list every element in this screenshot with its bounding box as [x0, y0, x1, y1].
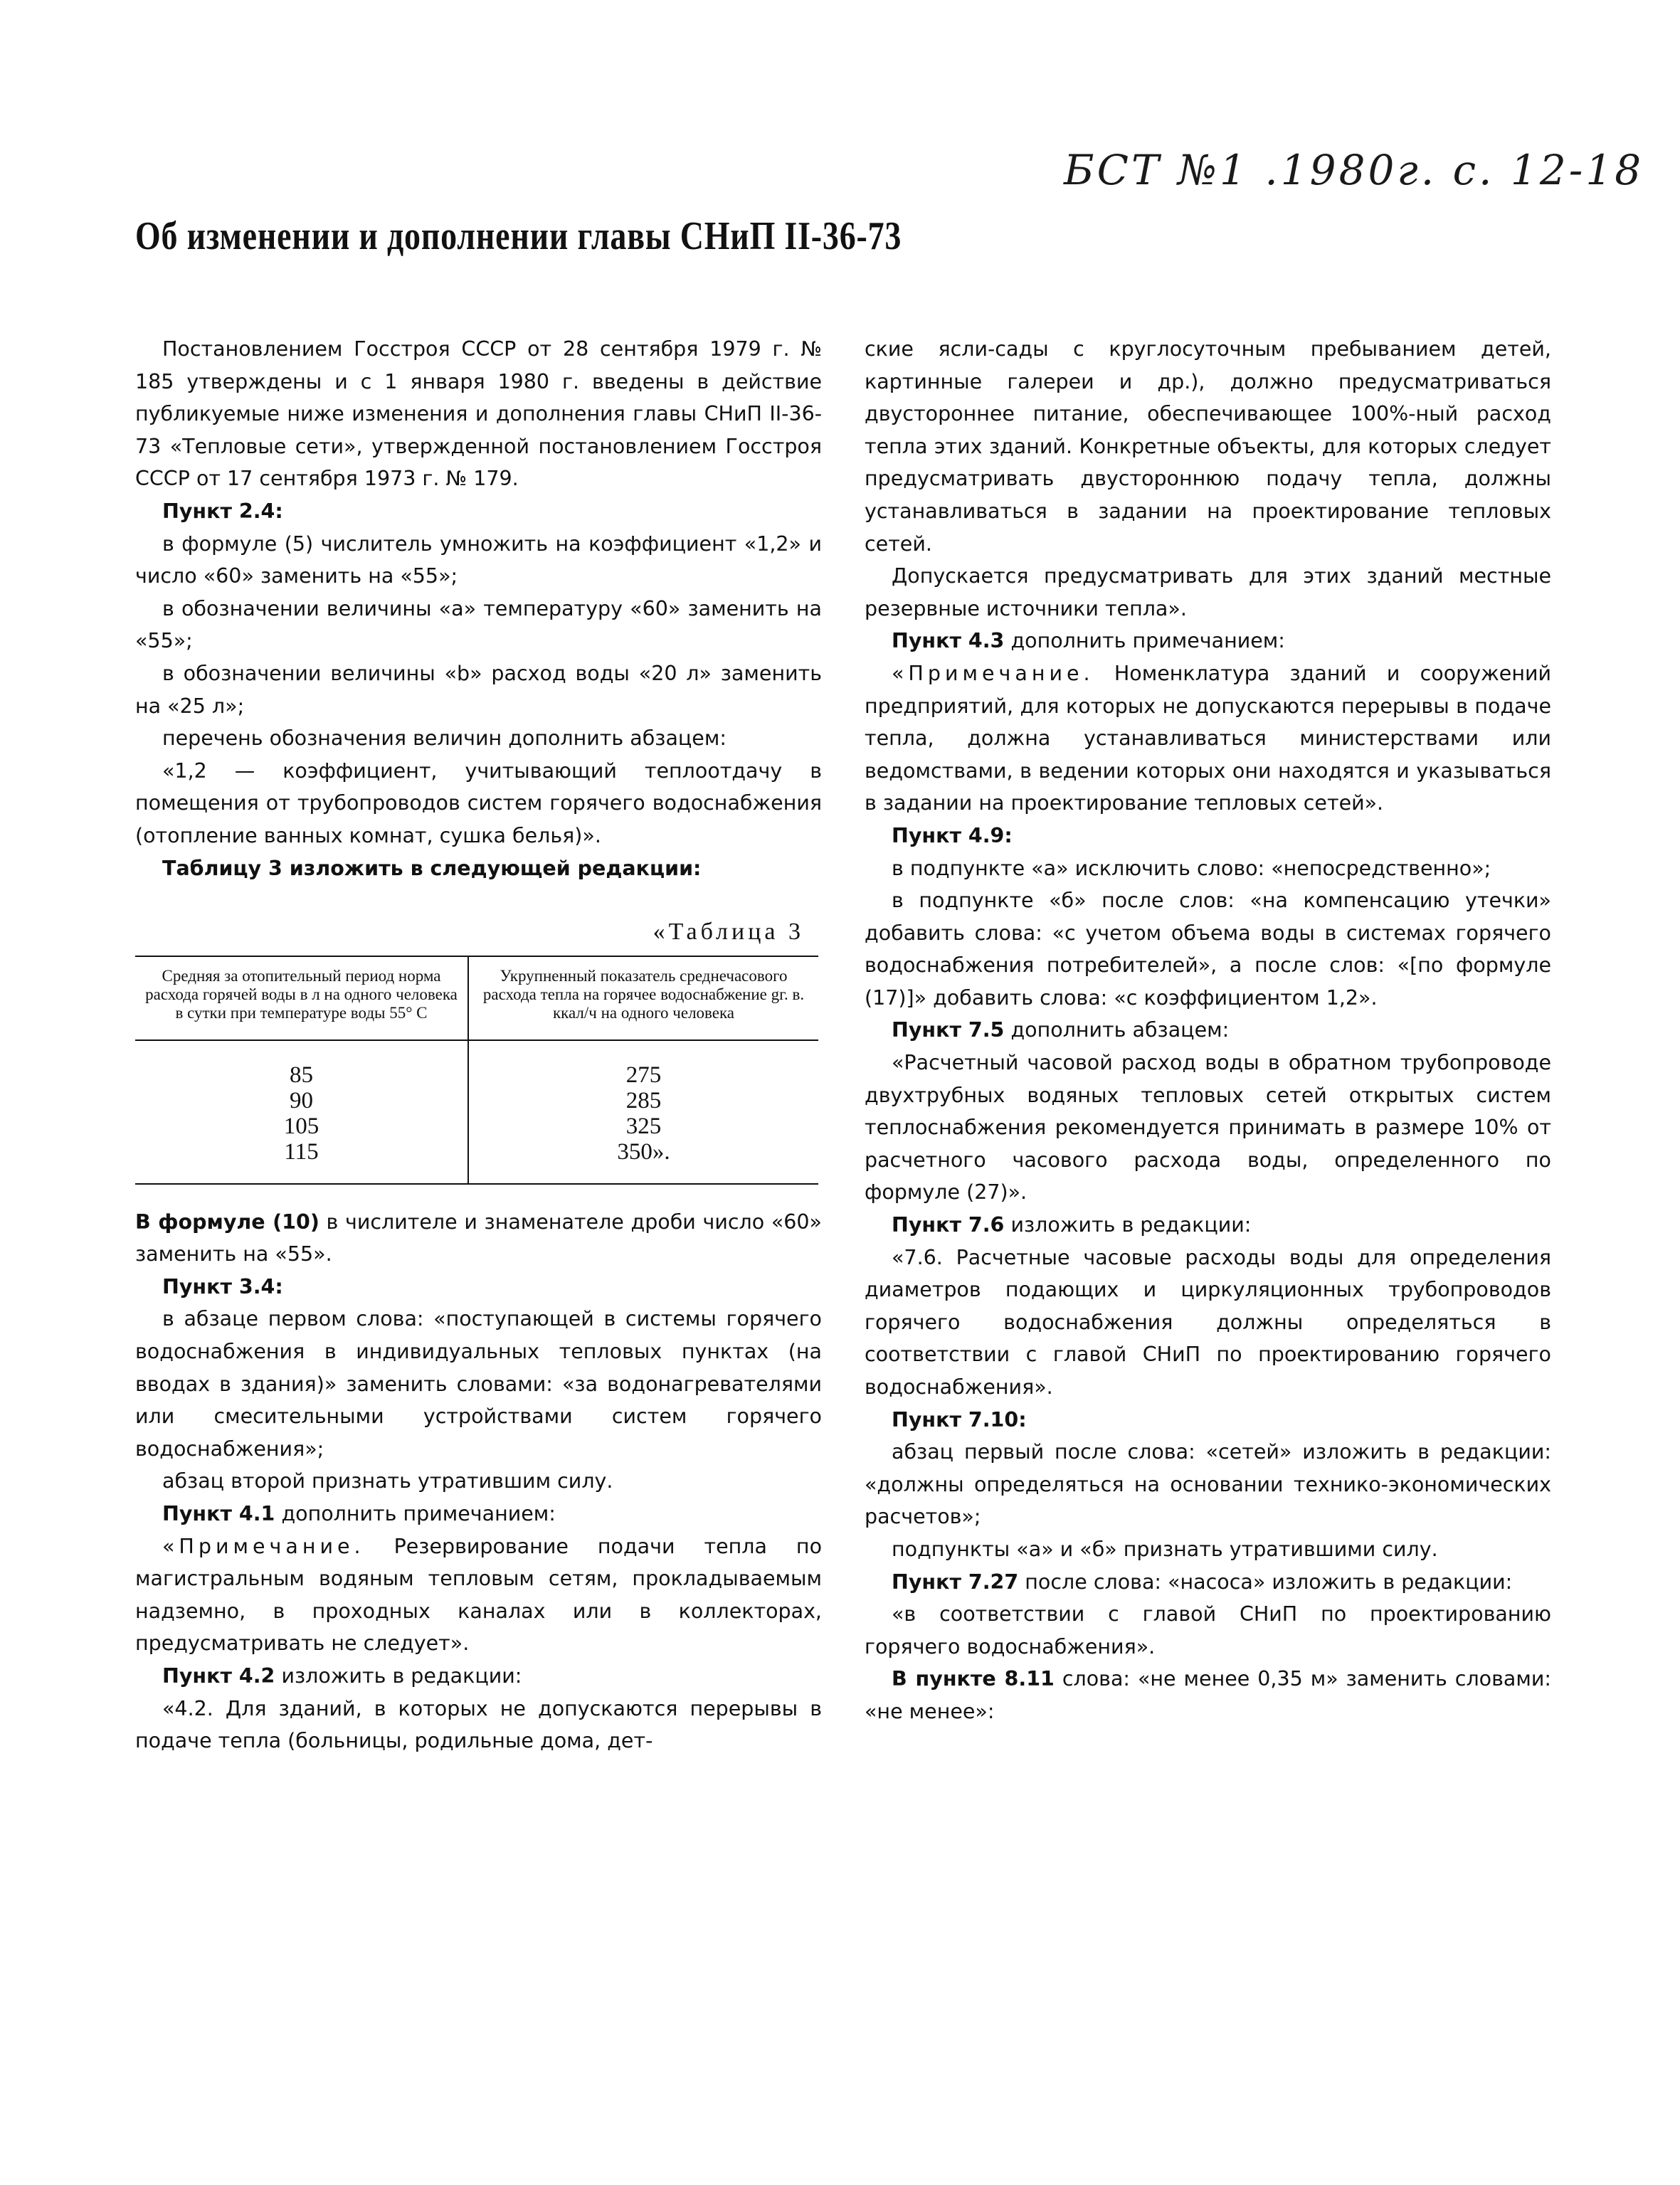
paragraph: в подпункте «а» исключить слово: «непосредственно»; [892, 856, 1491, 880]
paragraph: «1,2 — коэффициент, учитывающий теплоотдачу в помещения от трубопроводов систем горячего водоснабжения (отопление ванных комнат, сушка белья)». [135, 758, 822, 847]
table-cell: 285 [468, 1088, 818, 1113]
paragraph: перечень обозначения величин дополнить абзацем: [162, 726, 727, 751]
table-3 [135, 956, 818, 1185]
section-heading: Пункт 7.10: [892, 1407, 1027, 1432]
intro-paragraph: Постановлением Госстроя СССР от 28 сентября 1979 г. № 185 утверждены и с 1 января 1980 г. введены в действие публикуемые ниже изменения и дополнения главы СНиП II-36-73 «Тепловые сети», утвержденной постановлением Госстроя СССР от 17 сентября 1973 г. № 179. [135, 337, 822, 491]
section-heading: Пункт 2.4: [162, 499, 283, 523]
paragraph: Допускается предусматривать для этих зданий местные резервные источники тепла». [865, 564, 1551, 620]
paragraph: В формуле (10) в числителе и знаменателе дроби число «60» заменить на «55». [135, 1210, 822, 1266]
paragraph: Пункт 4.3 дополнить примечанием: [892, 629, 1285, 653]
table-row [135, 1088, 818, 1113]
table-cell: 275 [468, 1040, 818, 1088]
paragraph: «4.2. Для зданий, в которых не допускаются перерывы в подаче тепла (больницы, родильные дома, дет- [135, 1696, 822, 1753]
paragraph: Пункт 7.5 дополнить абзацем: [892, 1018, 1230, 1042]
paragraph: В пункте 8.11 слова: «не менее 0,35 м» заменить словами: «не менее»: [865, 1667, 1551, 1723]
table-cell: 90 [290, 1087, 313, 1113]
section-heading: Пункт 4.9: [892, 823, 1013, 847]
table-cell: 105 [283, 1113, 319, 1139]
table-cell: 325 [468, 1113, 818, 1139]
paragraph: в абзаце первом слова: «поступающей в системы горячего водоснабжения в индивидуальных тепловых пунктах (на вводах в здания)» заменить словами: «за водонагревателями или смесительными устройствами систем горячего водоснабжения»; [135, 1307, 822, 1461]
table-cell: 85 [290, 1062, 313, 1088]
paragraph: абзац первый после слова: «сетей» изложить в редакции: «должны определяться на основании технико-экономических расчетов»; [865, 1440, 1551, 1529]
paragraph: Пункт 7.6 изложить в редакции: [892, 1213, 1252, 1237]
paragraph: в подпункте «б» после слов: «на компенсацию утечки» добавить слова: «с учетом объема воды в системах горячего водоснабжения потребителей», а после слов: «[по формуле (17)]» добавить слова: «с коэффициентом 1,2». [865, 889, 1551, 1010]
paragraph: подпункты «а» и «б» признать утратившими силу. [892, 1537, 1438, 1561]
paragraph: в формуле (5) числитель умножить на коэффициент «1,2» и число «60» заменить на «55»; [135, 531, 822, 588]
paragraph: ские ясли-сады с круглосуточным пребыванием детей, картинные галереи и др.), должно предусматриваться двустороннее питание, обеспечивающее 100%-ный расход тепла этих зданий. Конкретные объекты, для которых следует предусматривать двустороннюю подачу тепла, должны устанавливаться в задании на проектирование тепловых сетей. [865, 337, 1551, 556]
handwritten-reference: БСТ №1 .1980г. с. 12-18 [1064, 146, 1644, 194]
paragraph: Пункт 4.2 изложить в редакции: [162, 1664, 522, 1688]
paragraph: Пункт 7.27 после слова: «насоса» изложить в редакции: [892, 1570, 1513, 1594]
paragraph: в обозначении величины «b» расход воды «20 л» заменить на «25 л»; [135, 661, 822, 718]
paragraph: «в соответствии с главой СНиП по проектированию горячего водоснабжения». [865, 1602, 1551, 1658]
table-caption: «Таблица 3 [653, 919, 804, 946]
paragraph: в обозначении величины «a» температуру «60» заменить на «55»; [135, 596, 822, 653]
paragraph: Пункт 4.1 дополнить примечанием: [162, 1502, 556, 1526]
left-column [135, 333, 822, 1757]
table-row [135, 1113, 818, 1139]
table-cell: 115 [135, 1139, 468, 1184]
table-cell: 350». [468, 1139, 818, 1184]
note-paragraph: «Примечание. Резервирование подачи тепла по магистральным водяным тепловым сетям, прокладываемым надземно, в проходных каналах или в коллекторах, предусматривать не следует». [135, 1534, 822, 1656]
table-intro: Таблицу 3 изложить в следующей редакции: [162, 856, 702, 880]
table-header-heat: Укрупненный показатель среднечасового расхода тепла на горячее водоснабжение gг. в. ккал/ч на одного человека [468, 956, 818, 1040]
paragraph: «Расчетный часовой расход воды в обратном трубопроводе двухтрубных водяных тепловых сетей открытых систем теплоснабжения рекомендуется принимать в размере 10% от расчетного часового расхода воды, определенного по формуле (27)». [865, 1051, 1551, 1205]
paragraph: «7.6. Расчетные часовые расходы воды для определения диаметров подающих и циркуляционных трубопроводов горячего водоснабжения должны определяться в соответствии с главой СНиП по проектированию горячего водоснабжения». [865, 1245, 1551, 1399]
table-row [135, 1139, 818, 1184]
page-title: Об изменении и дополнении главы СНиП II-36-73 [135, 214, 902, 258]
table-row [135, 1040, 818, 1088]
right-column [865, 333, 1551, 1728]
section-heading: Пункт 3.4: [162, 1274, 283, 1298]
paragraph: абзац второй признать утратившим силу. [162, 1469, 613, 1493]
table-header-norm: Средняя за отопительный период норма расхода горячей воды в л на одного человека в сутки при температуре воды 55° С [135, 956, 468, 1040]
note-paragraph: «Примечание. Номенклатура зданий и сооружений предприятий, для которых не допускаются перерывы в подаче тепла, должна устанавливаться министерствами или ведомствами, в ведении которых они находятся и указываться в задании на проектирование тепловых сетей». [865, 661, 1551, 815]
